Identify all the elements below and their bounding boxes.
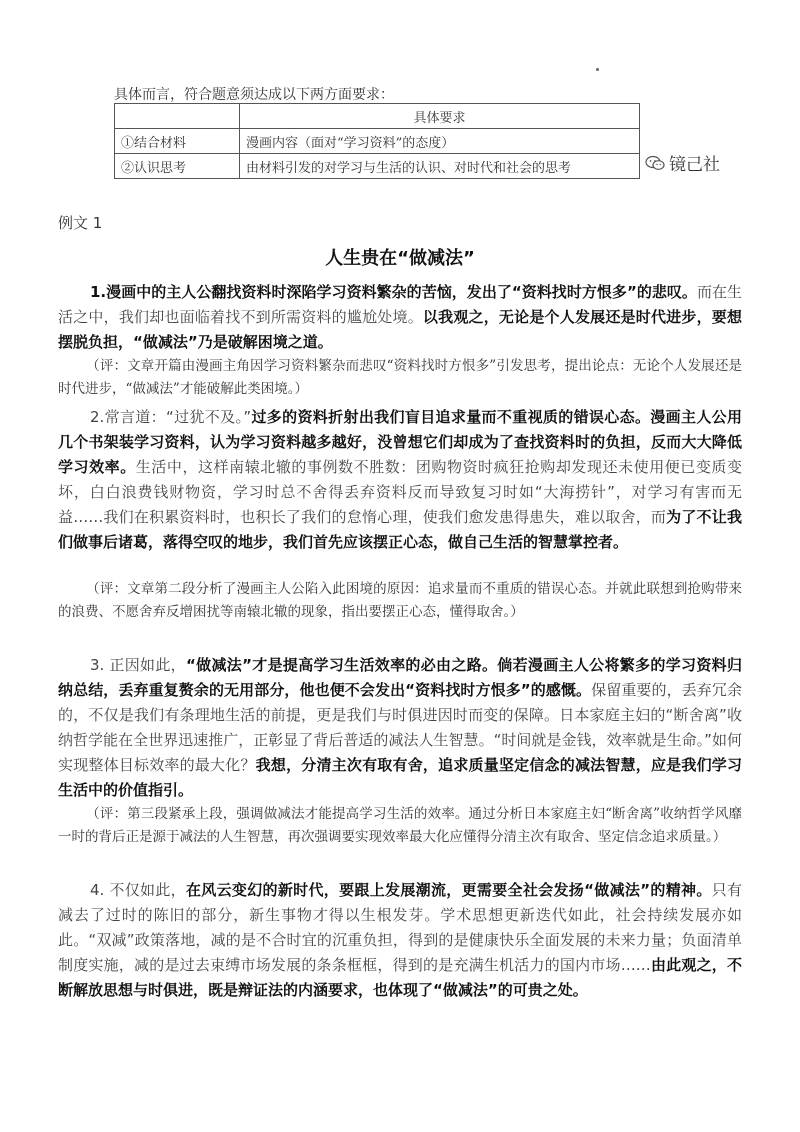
table-header: 具体要求 <box>240 104 640 129</box>
table-cell-content: 由材料引发的对学习与生活的认识、对时代和社会的思考 <box>240 154 640 179</box>
essay-paragraph-2 <box>58 405 742 555</box>
body-text: 保留重要的，丢弃冗余的，不仅是我们有条理地生活的前提，更是我们与时俱进因时而变的保障。日本家庭主妇的“断舍离”收纳哲学能在全世界迅速推广，正彰显了背后普适的减法人生智慧。“时间就是金钱，效率就是生命。”如何实现整体目标效率的最大化？ <box>58 681 742 774</box>
comment-text: （评：文章开篇由漫画主角因学习资料繁杂而悲叹“资料找时方恨多”引发思考，提出论点：无论个人发展还是时代进步，“做减法”才能破解此类困境。） <box>58 358 742 397</box>
comment-text: （评：文章第二段分析了漫画主人公陷入此困境的原因：追求量而不重质的错误心态。并就此联想到抢购带来的浪费、不愿舍弃反增困扰等南辕北辙的现象，指出要摆正心态，懂得取舍。） <box>58 581 742 620</box>
body-text: 2.常言道：“过犹不及。” <box>90 408 252 426</box>
comment-text: （评：第三段紧承上段，强调做减法才能提高学习生活的效率。通过分析日本家庭主妇“断舍离”收纳哲学风靡一时的背后正是源于减法的人生智慧，再次强调要实现效率最大化应懂得分清主次有取舍、坚定信念追求质量。） <box>58 806 742 845</box>
wechat-icon <box>645 155 665 171</box>
table-cell-label: ①结合材料 <box>115 129 240 154</box>
body-text: 而在生活之中，我们却也面临着找不到所需资料的尴尬处境。 <box>58 283 742 326</box>
essay-title: 人生贵在“做减法” <box>325 248 475 269</box>
requirements-intro: 具体而言，符合题意须达成以下两方面要求： <box>114 87 394 103</box>
bold-text: 由此观之，不断解放思想与时俱进，既是辩证法的内涵要求，也体现了“做减法”的可贵之处。 <box>58 956 742 999</box>
bold-text: “做减法”才是提高学习生活效率的必由之路。倘若漫画主人公将繁多的学习资料归纳总结，丢弃重复赘余的无用部分，他也便不会发出“资料找时方恨多”的感慨。 <box>58 656 742 699</box>
bold-text: 我想，分清主次有取有舍，追求质量坚定信念的减法智慧，应是我们学习生活中的价值指引。 <box>58 756 742 799</box>
bold-text: 以我观之，无论是个人发展还是时代进步，要想摆脱负担，“做减法”乃是破解困境之道。 <box>58 308 742 351</box>
essay-paragraph-4 <box>58 878 742 1003</box>
body-text: 生活中，这样南辕北辙的事例数不胜数：团购物资时疯狂抢购却发现还未使用便已变质变坏，白白浪费钱财物资，学习时总不舍得丢弃资料反而导致复习时如“大海捞针”，对学习有害而无益……我们在积累资料时，也积长了我们的怠惰心理，使我们愈发患得患失，难以取舍，而 <box>58 458 742 526</box>
comment-2 <box>58 578 742 624</box>
table-row <box>115 129 640 154</box>
table-cell <box>115 104 240 129</box>
stray-dot <box>596 68 599 71</box>
essay-paragraph-1 <box>58 280 742 355</box>
body-text: 只有减去了过时的陈旧的部分，新生事物才得以生根发芽。学术思想更新迭代如此，社会持续发展亦如此。“双减”政策落地，减的是不合时宜的沉重负担，得到的是健康快乐全面发展的未来力量；负面清单制度实施，减的是过去束缚市场发展的条条框框，得到的是充满生机活力的国内市场…… <box>58 881 742 974</box>
example-label: 例文 1 <box>58 214 103 232</box>
comment-1 <box>58 355 742 401</box>
watermark-text: 镜己社 <box>669 155 720 175</box>
bold-text: 在风云变幻的新时代，要跟上发展潮流，更需要全社会发扬“做减法”的精神。 <box>185 881 712 899</box>
body-text: 3. 正因如此， <box>90 656 186 674</box>
table-row <box>115 154 640 179</box>
essay-paragraph-3 <box>58 653 742 803</box>
table-cell-label: ②认识思考 <box>115 154 240 179</box>
watermark <box>645 150 720 175</box>
body-text: 4. 不仅如此， <box>90 881 186 899</box>
requirements-table <box>114 103 640 179</box>
comment-3 <box>58 803 742 849</box>
bold-text: 过多的资料折射出我们盲目追求量而不重视质的错误心态。漫画主人公用几个书架装学习资料，认为学习资料越多越好，没曾想它们却成为了查找资料时的负担，反而大大降低学习效率。 <box>58 408 742 476</box>
table-cell-content: 漫画内容（面对“学习资料”的态度） <box>240 129 640 154</box>
bold-text: 为了不让我们做事后诸葛，落得空叹的地步，我们首先应该摆正心态，做自己生活的智慧掌控者。 <box>58 508 742 551</box>
bold-text: 1.漫画中的主人公翻找资料时深陷学习资料繁杂的苦恼，发出了“资料找时方恨多”的悲叹。 <box>90 283 697 301</box>
table-header-row <box>115 104 640 129</box>
